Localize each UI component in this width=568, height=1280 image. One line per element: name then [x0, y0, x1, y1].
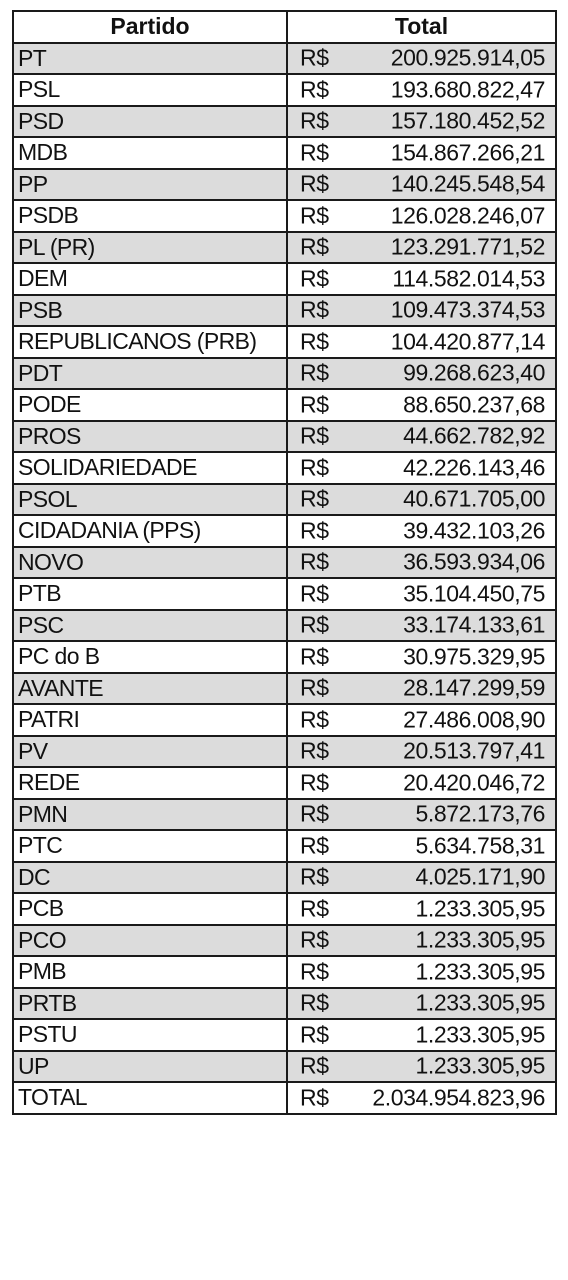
currency-symbol: R$	[300, 107, 329, 134]
party-total-cell	[287, 263, 556, 295]
currency-symbol: R$	[300, 202, 329, 229]
table-row	[13, 736, 556, 768]
party-total-value: 27.486.008,90	[403, 706, 545, 733]
header-total: Total	[287, 11, 556, 43]
currency-symbol: R$	[300, 737, 329, 764]
table-row	[13, 767, 556, 799]
currency-symbol: R$	[300, 863, 329, 890]
party-total-cell	[287, 1051, 556, 1083]
currency-symbol: R$	[300, 517, 329, 544]
currency-symbol: R$	[300, 391, 329, 418]
table-row	[13, 137, 556, 169]
table-row	[13, 295, 556, 327]
party-name: PMN	[13, 799, 287, 831]
party-name: PSD	[13, 106, 287, 138]
party-total-cell	[287, 137, 556, 169]
table-row	[13, 641, 556, 673]
party-name: PSL	[13, 74, 287, 106]
table-row	[13, 578, 556, 610]
total-row-label: TOTAL	[13, 1082, 287, 1114]
party-total-value: 1.233.305,95	[415, 926, 545, 953]
header-party: Partido	[13, 11, 287, 43]
party-name: REDE	[13, 767, 287, 799]
party-total-cell	[287, 106, 556, 138]
currency-symbol: R$	[300, 769, 329, 796]
party-total-value: 42.226.143,46	[403, 454, 545, 481]
table-row	[13, 1051, 556, 1083]
party-total-cell	[287, 736, 556, 768]
party-name: PL (PR)	[13, 232, 287, 264]
party-total-value: 1.233.305,95	[415, 1021, 545, 1048]
party-name: DC	[13, 862, 287, 894]
currency-symbol: R$	[300, 800, 329, 827]
table-row	[13, 200, 556, 232]
party-total-cell	[287, 862, 556, 894]
party-total-cell	[287, 74, 556, 106]
party-total-value: 4.025.171,90	[415, 863, 545, 890]
party-total-value: 35.104.450,75	[403, 580, 545, 607]
currency-symbol: R$	[300, 76, 329, 103]
party-total-cell	[287, 484, 556, 516]
currency-symbol: R$	[300, 1052, 329, 1079]
party-total-value: 126.028.246,07	[390, 202, 545, 229]
party-name: PTC	[13, 830, 287, 862]
currency-symbol: R$	[300, 233, 329, 260]
table-row	[13, 326, 556, 358]
header-row	[13, 11, 556, 43]
currency-symbol: R$	[300, 643, 329, 670]
party-name: PDT	[13, 358, 287, 390]
party-total-cell	[287, 767, 556, 799]
party-total-cell	[287, 200, 556, 232]
table-row	[13, 988, 556, 1020]
table-row	[13, 232, 556, 264]
table-body	[13, 43, 556, 1083]
party-name: DEM	[13, 263, 287, 295]
party-name: PC do B	[13, 641, 287, 673]
currency-symbol: R$	[300, 832, 329, 859]
party-name: PSTU	[13, 1019, 287, 1051]
party-name: PMB	[13, 956, 287, 988]
party-total-cell	[287, 169, 556, 201]
total-row	[13, 1082, 556, 1114]
party-total-value: 5.872.173,76	[415, 800, 545, 827]
party-total-value: 5.634.758,31	[415, 832, 545, 859]
party-total-cell	[287, 925, 556, 957]
party-name: PCO	[13, 925, 287, 957]
table-row	[13, 358, 556, 390]
currency-symbol: R$	[300, 265, 329, 292]
party-total-value: 193.680.822,47	[390, 76, 545, 103]
party-total-cell	[287, 326, 556, 358]
currency-symbol: R$	[300, 296, 329, 323]
table-row	[13, 610, 556, 642]
party-total-cell	[287, 988, 556, 1020]
party-name: PT	[13, 43, 287, 75]
party-total-value: 1.233.305,95	[415, 958, 545, 985]
currency-symbol: R$	[300, 1084, 329, 1111]
party-total-cell	[287, 641, 556, 673]
table-row	[13, 704, 556, 736]
party-name: UP	[13, 1051, 287, 1083]
party-total-value: 20.420.046,72	[403, 769, 545, 796]
currency-symbol: R$	[300, 989, 329, 1016]
currency-symbol: R$	[300, 485, 329, 512]
table-row	[13, 515, 556, 547]
party-total-value: 44.662.782,92	[403, 422, 545, 449]
party-total-cell	[287, 421, 556, 453]
table-row	[13, 830, 556, 862]
party-name: PSOL	[13, 484, 287, 516]
party-total-value: 30.975.329,95	[403, 643, 545, 670]
party-name: CIDADANIA (PPS)	[13, 515, 287, 547]
party-name: PRTB	[13, 988, 287, 1020]
party-total-value: 40.671.705,00	[403, 485, 545, 512]
table-row	[13, 673, 556, 705]
total-row-value: 2.034.954.823,96	[372, 1084, 545, 1111]
party-total-cell	[287, 232, 556, 264]
party-total-cell	[287, 673, 556, 705]
party-name: PV	[13, 736, 287, 768]
party-name: REPUBLICANOS (PRB)	[13, 326, 287, 358]
party-total-value: 154.867.266,21	[390, 139, 545, 166]
party-name: PSC	[13, 610, 287, 642]
currency-symbol: R$	[300, 706, 329, 733]
party-name: PATRI	[13, 704, 287, 736]
table-row	[13, 169, 556, 201]
party-total-value: 88.650.237,68	[403, 391, 545, 418]
total-row-total-cell	[287, 1082, 556, 1114]
currency-symbol: R$	[300, 674, 329, 701]
table-row	[13, 547, 556, 579]
currency-symbol: R$	[300, 895, 329, 922]
table-row	[13, 484, 556, 516]
party-name: SOLIDARIEDADE	[13, 452, 287, 484]
party-total-cell	[287, 515, 556, 547]
party-total-value: 109.473.374,53	[390, 296, 545, 323]
party-total-cell	[287, 452, 556, 484]
table-row	[13, 799, 556, 831]
table-row	[13, 389, 556, 421]
party-total-cell	[287, 43, 556, 75]
party-total-value: 140.245.548,54	[390, 170, 545, 197]
party-name: PSB	[13, 295, 287, 327]
party-name: AVANTE	[13, 673, 287, 705]
currency-symbol: R$	[300, 359, 329, 386]
party-total-value: 123.291.771,52	[390, 233, 545, 260]
party-total-value: 99.268.623,40	[403, 359, 545, 386]
table-row	[13, 421, 556, 453]
currency-symbol: R$	[300, 454, 329, 481]
party-funding-table	[12, 10, 557, 1115]
table-row	[13, 263, 556, 295]
party-total-value: 33.174.133,61	[403, 611, 545, 638]
currency-symbol: R$	[300, 958, 329, 985]
currency-symbol: R$	[300, 611, 329, 638]
party-total-value: 39.432.103,26	[403, 517, 545, 544]
party-total-value: 20.513.797,41	[403, 737, 545, 764]
party-funding-table-container	[12, 10, 555, 1115]
party-total-value: 1.233.305,95	[415, 989, 545, 1016]
party-total-cell	[287, 358, 556, 390]
table-row	[13, 43, 556, 75]
table-row	[13, 893, 556, 925]
party-total-value: 157.180.452,52	[390, 107, 545, 134]
party-total-cell	[287, 547, 556, 579]
party-name: PCB	[13, 893, 287, 925]
party-name: PP	[13, 169, 287, 201]
table-row	[13, 862, 556, 894]
table-row	[13, 925, 556, 957]
table-row	[13, 1019, 556, 1051]
party-name: NOVO	[13, 547, 287, 579]
currency-symbol: R$	[300, 548, 329, 575]
party-total-value: 104.420.877,14	[390, 328, 545, 355]
party-name: PSDB	[13, 200, 287, 232]
party-total-cell	[287, 610, 556, 642]
party-total-cell	[287, 295, 556, 327]
party-total-value: 28.147.299,59	[403, 674, 545, 701]
party-total-value: 1.233.305,95	[415, 895, 545, 922]
table-row	[13, 74, 556, 106]
party-total-value: 200.925.914,05	[390, 44, 545, 71]
party-name: MDB	[13, 137, 287, 169]
table-row	[13, 452, 556, 484]
party-name: PTB	[13, 578, 287, 610]
party-total-cell	[287, 578, 556, 610]
party-total-value: 114.582.014,53	[392, 265, 545, 292]
party-total-cell	[287, 389, 556, 421]
currency-symbol: R$	[300, 328, 329, 355]
party-total-value: 1.233.305,95	[415, 1052, 545, 1079]
party-total-cell	[287, 830, 556, 862]
party-name: PODE	[13, 389, 287, 421]
table-row	[13, 106, 556, 138]
currency-symbol: R$	[300, 139, 329, 166]
currency-symbol: R$	[300, 580, 329, 607]
party-name: PROS	[13, 421, 287, 453]
currency-symbol: R$	[300, 422, 329, 449]
currency-symbol: R$	[300, 170, 329, 197]
party-total-cell	[287, 1019, 556, 1051]
party-total-cell	[287, 799, 556, 831]
party-total-cell	[287, 704, 556, 736]
currency-symbol: R$	[300, 1021, 329, 1048]
table-row	[13, 956, 556, 988]
party-total-cell	[287, 893, 556, 925]
party-total-cell	[287, 956, 556, 988]
party-total-value: 36.593.934,06	[403, 548, 545, 575]
currency-symbol: R$	[300, 926, 329, 953]
currency-symbol: R$	[300, 44, 329, 71]
